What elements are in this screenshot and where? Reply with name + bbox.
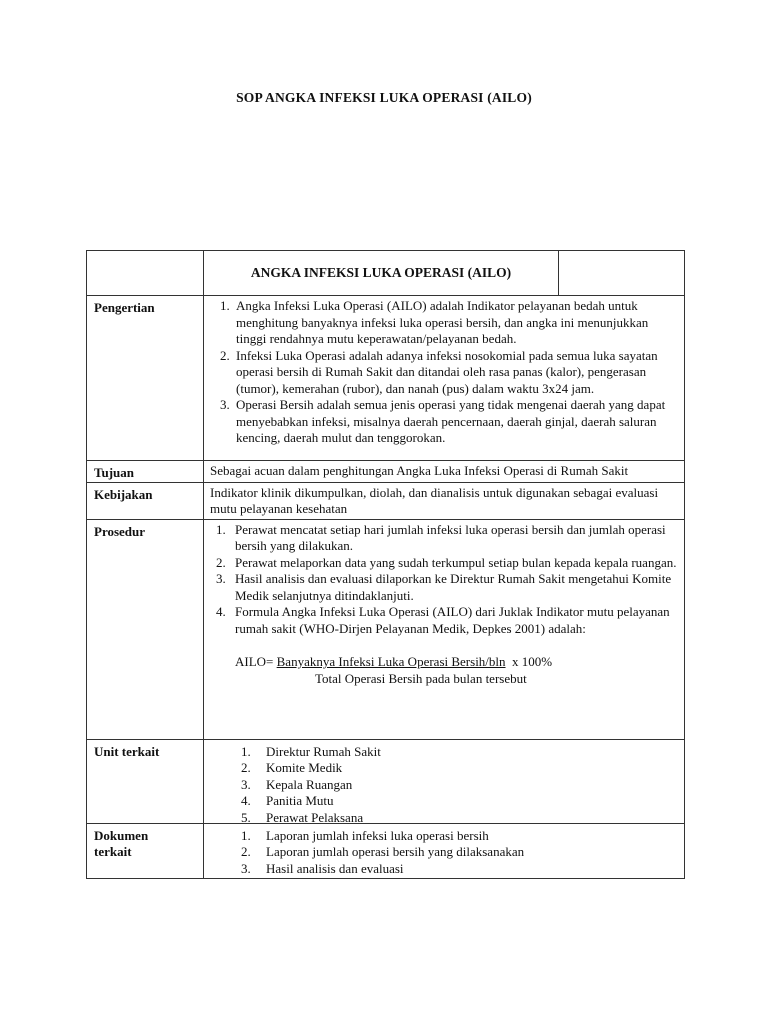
list-item (210, 810, 680, 827)
header-empty-cell (87, 251, 204, 296)
dokumen-content-cell (204, 823, 685, 879)
row-tujuan (87, 461, 685, 483)
item-text: Hasil analisis dan evaluasi (266, 860, 404, 876)
tujuan-text: Sebagai acuan dalam penghitungan Angka Luka Infeksi Operasi di Rumah Sakit (210, 463, 629, 478)
item-number: 1. (241, 827, 251, 843)
item-text: Operasi Bersih adalah semua jenis operasi yang tidak mengenai daerah yang dapat menyebabkan infeksi, misalnya daerah pencernaan, daerah ginjal, daerah saluran kencing, daerah mulut dan tenggorokan. (236, 397, 666, 445)
item-text: Panitia Mutu (266, 793, 334, 808)
tujuan-label: Tujuan (94, 465, 134, 480)
item-number: 4. (216, 604, 226, 619)
header-title-cell (204, 251, 559, 296)
formula-numerator: Banyaknya Infeksi Luka Operasi Bersih/bln (276, 654, 506, 669)
kebijakan-label: Kebijakan (94, 486, 153, 502)
item-number: 2. (241, 844, 251, 859)
list-item (210, 777, 680, 794)
item-text: Direktur Rumah Sakit (266, 743, 381, 759)
item-number: 1. (220, 298, 230, 313)
list-item (210, 861, 680, 878)
sop-table (86, 250, 685, 879)
dokumen-label-line1: Dokumen (94, 827, 149, 843)
list-item (210, 298, 680, 348)
item-number: 2. (216, 554, 226, 570)
item-text: Hasil analisis dan evaluasi dilaporkan ke Direktur Rumah Sakit mengetahui Komite Medik selanjutnya ditindaklanjuti. (235, 571, 672, 603)
pengertian-label-cell (87, 296, 204, 461)
pengertian-content-cell (204, 296, 685, 461)
item-text: Perawat mencatat setiap hari jumlah infeksi luka operasi bersih dan jumlah operasi bersih yang dilakukan. (235, 521, 666, 553)
item-number: 1. (216, 521, 226, 537)
list-item (210, 571, 680, 604)
header-row (87, 251, 685, 296)
item-number: 1. (241, 743, 251, 759)
prosedur-label-cell (87, 519, 204, 739)
item-text: Komite Medik (266, 760, 343, 775)
list-item (210, 828, 680, 845)
item-text: Angka Infeksi Luka Operasi (AILO) adalah Indikator pelayanan bedah untuk menghitung banyaknya infeksi luka operasi bersih, dan angka ini menunjukkan tinggi rendahnya mutu keperawatan/pelayanan bedah. (236, 298, 649, 346)
formula-suffix: x 100% (512, 654, 553, 669)
pengertian-label: Pengertian (94, 300, 155, 315)
unit-content-cell (204, 739, 685, 823)
item-number: 3. (216, 571, 226, 586)
list-item (210, 522, 680, 555)
tujuan-content-cell (204, 461, 685, 483)
kebijakan-content-cell (204, 482, 685, 519)
row-prosedur (87, 519, 685, 739)
prosedur-label: Prosedur (94, 523, 146, 539)
dokumen-terkait-label (87, 824, 203, 861)
prosedur-content-cell (204, 519, 685, 739)
item-text: Formula Angka Infeksi Luka Operasi (AILO) dari Juklak Indikator mutu pelayanan rumah sakit (WHO-Dirjen Pelayanan Medik, Depkes 2001) adalah: (235, 604, 670, 636)
list-item (210, 793, 680, 810)
list-item (210, 555, 680, 572)
list-item (210, 844, 680, 861)
pengertian-list (210, 298, 680, 447)
kebijakan-label-cell (87, 482, 204, 519)
formula-numerator-line (235, 654, 680, 671)
tujuan-label-cell (87, 461, 204, 483)
prosedur-list (210, 522, 680, 638)
item-text: Laporan jumlah operasi bersih yang dilaksanakan (266, 844, 525, 859)
list-item (210, 348, 680, 398)
unit-terkait-label: Unit terkait (94, 743, 160, 759)
item-number: 3. (220, 397, 230, 412)
item-number: 4. (241, 793, 251, 808)
table-header-title: ANGKA INFEKSI LUKA OPERASI (AILO) (250, 265, 512, 280)
item-text: Laporan jumlah infeksi luka operasi bersih (266, 827, 489, 843)
dokumen-label-line2: terkait (94, 844, 132, 859)
document-title: SOP ANGKA INFEKSI LUKA OPERASI (AILO) (236, 90, 532, 105)
row-kebijakan (87, 482, 685, 519)
item-number: 3. (241, 860, 251, 876)
header-extra-cell (559, 251, 685, 296)
item-number: 2. (220, 347, 230, 363)
list-item (210, 604, 680, 637)
item-number: 3. (241, 776, 251, 792)
list-item (210, 744, 680, 761)
item-text: Perawat melaporkan data yang sudah terkumpul setiap bulan kepada kepala ruangan. (235, 554, 677, 570)
row-dokumen-terkait (87, 823, 685, 879)
row-pengertian (87, 296, 685, 461)
unit-label-cell (87, 739, 204, 823)
dokumen-label-cell (87, 823, 204, 879)
item-text: Kepala Ruangan (266, 776, 353, 792)
list-item (210, 397, 680, 447)
formula-denominator: Total Operasi Bersih pada bulan tersebut (315, 670, 527, 686)
ailo-formula (210, 654, 680, 687)
item-text: Infeksi Luka Operasi adalah adanya infeksi nosokomial pada semua luka sayatan operasi bersih di Rumah Sakit dan ditandai oleh rasa panas (kalor), pengerasan (tumor), kemerahan (rubor), dan nanah (pus) dalam waktu 3x24 jam. (236, 347, 658, 396)
row-unit-terkait (87, 739, 685, 823)
kebijakan-text: Indikator klinik dikumpulkan, diolah, dan dianalisis untuk digunakan sebagai evaluasi mutu pelayanan kesehatan (210, 484, 659, 516)
unit-terkait-list (210, 744, 680, 827)
formula-prefix: AILO= (235, 654, 274, 669)
dokumen-terkait-list (210, 828, 680, 878)
item-number: 5. (241, 809, 251, 825)
list-item (210, 760, 680, 777)
item-text: Perawat Pelaksana (266, 809, 364, 825)
item-number: 2. (241, 760, 251, 775)
